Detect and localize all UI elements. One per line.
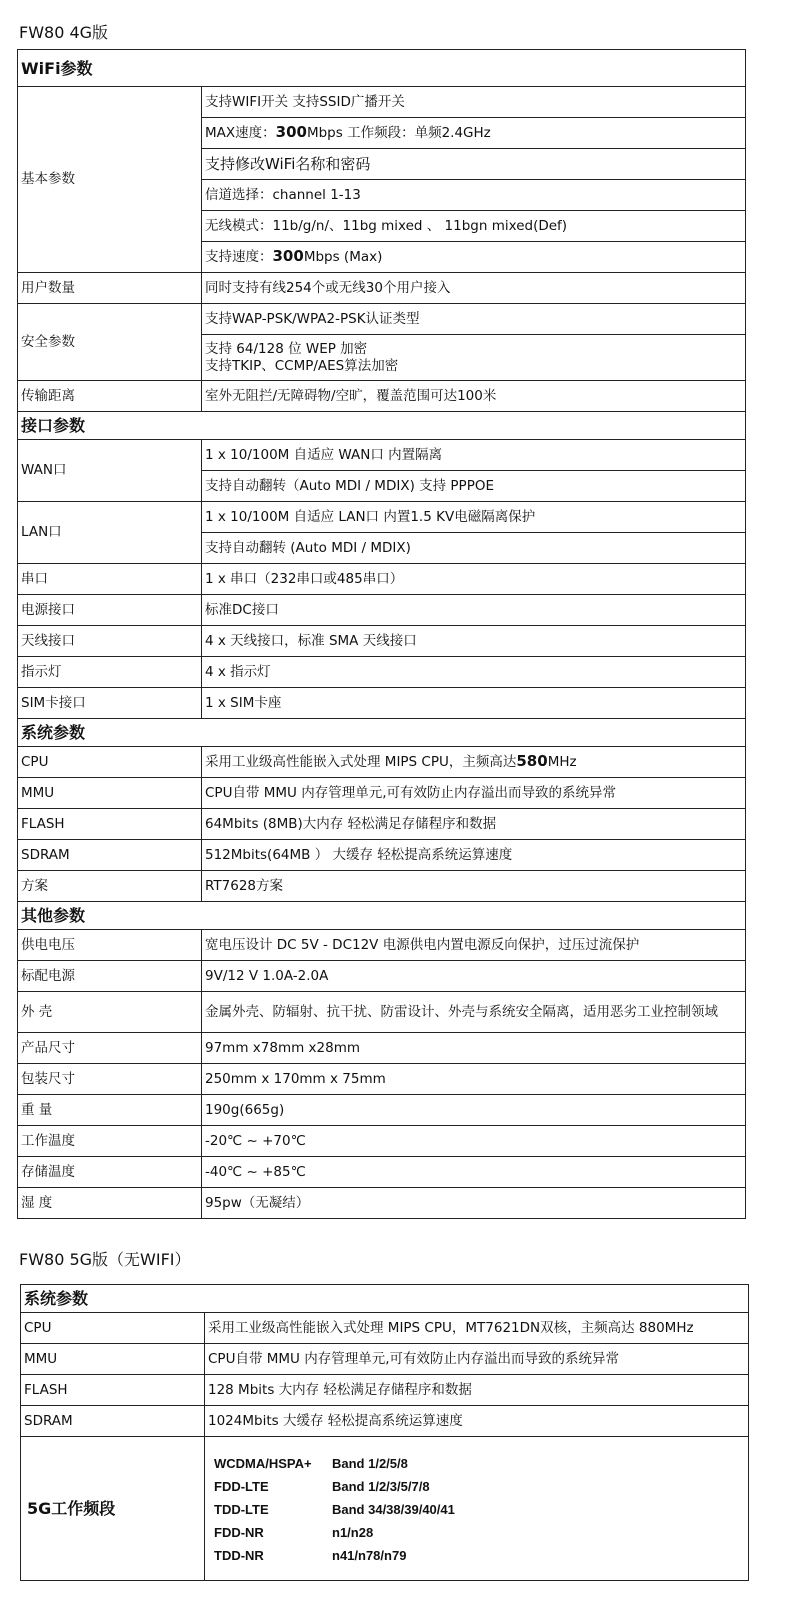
label-cpu-5g: CPU	[21, 1313, 205, 1344]
label-adapter: 标配电源	[18, 961, 202, 992]
shell-value: 金属外壳、防辐射、抗干扰、防雷设计、外壳与系统安全隔离，适用恶劣工业控制领域	[202, 992, 746, 1033]
label-lan: LAN口	[18, 502, 202, 564]
label-security: 安全参数	[18, 304, 202, 381]
label-store-temp: 存储温度	[18, 1157, 202, 1188]
label-power-port: 电源接口	[18, 595, 202, 626]
sdram-value-5g: 1024Mbits 大缓存 轻松提高系统运算速度	[205, 1406, 749, 1437]
security-1: 支持WAP-PSK/WPA2-PSK认证类型	[202, 304, 746, 335]
basic-2: MAX速度：300Mbps 工作频段：单频2.4GHz	[202, 118, 746, 149]
serial-value: 1 x 串口（232串口或485串口）	[202, 564, 746, 595]
label-pack: 包装尺寸	[18, 1064, 202, 1095]
title-5g: FW80 5G版（无WIFI）	[19, 1250, 191, 1269]
band-value: n41/n78/n79	[332, 1547, 407, 1563]
label-led: 指示灯	[18, 657, 202, 688]
pack-value: 250mm x 170mm x 75mm	[202, 1064, 746, 1095]
sdram-value: 512Mbits(64MB ） 大缓存 轻松提高系统运算速度	[202, 840, 746, 871]
band-mode: TDD-NR	[214, 1547, 264, 1563]
label-sdram: SDRAM	[18, 840, 202, 871]
label-scheme: 方案	[18, 871, 202, 902]
label-humidity: 湿 度	[18, 1188, 202, 1219]
title-4g: FW80 4G版	[19, 23, 109, 42]
band-value: Band 1/2/3/5/7/8	[332, 1478, 430, 1494]
basic-1: 支持WIFI开关 支持SSID广播开关	[202, 87, 746, 118]
basic-3: 支持修改WiFi名称和密码	[202, 149, 746, 180]
label-sdram-5g: SDRAM	[21, 1406, 205, 1437]
basic-6: 支持速度：300Mbps (Max)	[202, 242, 746, 273]
label-shell: 外 壳	[18, 992, 202, 1033]
security-2: 支持 64/128 位 WEP 加密 支持TKIP、CCMP/AES算法加密	[202, 335, 746, 381]
scheme-value: RT7628方案	[202, 871, 746, 902]
distance-value: 室外无阻拦/无障碍物/空旷，覆盖范围可达100米	[202, 381, 746, 412]
supply-value: 宽电压设计 DC 5V - DC12V 电源供电内置电源反向保护，过压过流保护	[202, 930, 746, 961]
antenna-value: 4 x 天线接口，标准 SMA 天线接口	[202, 626, 746, 657]
bands-cell	[205, 1437, 749, 1581]
mmu-value-5g: CPU自带 MMU 内存管理单元,可有效防止内存溢出而导致的系统异常	[205, 1344, 749, 1375]
flash-value-5g: 128 Mbits 大内存 轻松满足存储程序和数据	[205, 1375, 749, 1406]
label-cpu: CPU	[18, 747, 202, 778]
flash-value: 64Mbits (8MB)大内存 轻松满足存储程序和数据	[202, 809, 746, 840]
band-mode: TDD-LTE	[214, 1501, 269, 1517]
label-antenna: 天线接口	[18, 626, 202, 657]
label-flash-5g: FLASH	[21, 1375, 205, 1406]
band-mode: WCDMA/HSPA+	[214, 1455, 312, 1471]
band-mode: FDD-LTE	[214, 1478, 269, 1494]
mmu-value: CPU自带 MMU 内存管理单元,可有效防止内存溢出而导致的系统异常	[202, 778, 746, 809]
label-wan: WAN口	[18, 440, 202, 502]
band-value: Band 34/38/39/40/41	[332, 1501, 455, 1517]
humidity-value: 95pw（无凝结）	[202, 1188, 746, 1219]
label-serial: 串口	[18, 564, 202, 595]
label-users: 用户数量	[18, 273, 202, 304]
basic-5: 无线模式：11b/g/n/、11bg mixed 、 11bgn mixed(Def)	[202, 211, 746, 242]
store-temp-value: -40℃ ~ +85℃	[202, 1157, 746, 1188]
section-system-5g: 系统参数	[21, 1285, 749, 1313]
label-size: 产品尺寸	[18, 1033, 202, 1064]
label-sim: SIM卡接口	[18, 688, 202, 719]
band-mode: FDD-NR	[214, 1524, 264, 1540]
lan-2: 支持自动翻转 (Auto MDI / MDIX)	[202, 533, 746, 564]
size-value: 97mm x78mm x28mm	[202, 1033, 746, 1064]
label-supply: 供电电压	[18, 930, 202, 961]
users-value: 同时支持有线254个或无线30个用户接入	[202, 273, 746, 304]
adapter-value: 9V/12 V 1.0A-2.0A	[202, 961, 746, 992]
section-system: 系统参数	[18, 719, 746, 747]
label-weight: 重 量	[18, 1095, 202, 1126]
section-interface: 接口参数	[18, 412, 746, 440]
label-mmu-5g: MMU	[21, 1344, 205, 1375]
work-temp-value: -20℃ ~ +70℃	[202, 1126, 746, 1157]
label-basic: 基本参数	[18, 87, 202, 273]
label-flash: FLASH	[18, 809, 202, 840]
weight-value: 190g(665g)	[202, 1095, 746, 1126]
band-value: Band 1/2/5/8	[332, 1455, 408, 1471]
cpu-value: 采用工业级高性能嵌入式处理 MIPS CPU，主频高达580MHz	[202, 747, 746, 778]
label-5g-bands: 5G工作频段	[21, 1437, 205, 1581]
spec-table-5g	[20, 1284, 749, 1581]
wan-1: 1 x 10/100M 自适应 WAN口 内置隔离	[202, 440, 746, 471]
spec-table-4g	[17, 49, 746, 1219]
label-work-temp: 工作温度	[18, 1126, 202, 1157]
section-wifi: WiFi参数	[18, 50, 746, 87]
basic-4: 信道选择：channel 1-13	[202, 180, 746, 211]
lan-1: 1 x 10/100M 自适应 LAN口 内置1.5 KV电磁隔离保护	[202, 502, 746, 533]
label-distance: 传输距离	[18, 381, 202, 412]
power-port-value: 标准DC接口	[202, 595, 746, 626]
section-other: 其他参数	[18, 902, 746, 930]
cpu-value-5g: 采用工业级高性能嵌入式处理 MIPS CPU，MT7621DN双核，主频高达 880MHz	[205, 1313, 749, 1344]
led-value: 4 x 指示灯	[202, 657, 746, 688]
band-value: n1/n28	[332, 1524, 374, 1540]
wan-2: 支持自动翻转（Auto MDI / MDIX) 支持 PPPOE	[202, 471, 746, 502]
label-mmu: MMU	[18, 778, 202, 809]
sim-value: 1 x SIM卡座	[202, 688, 746, 719]
